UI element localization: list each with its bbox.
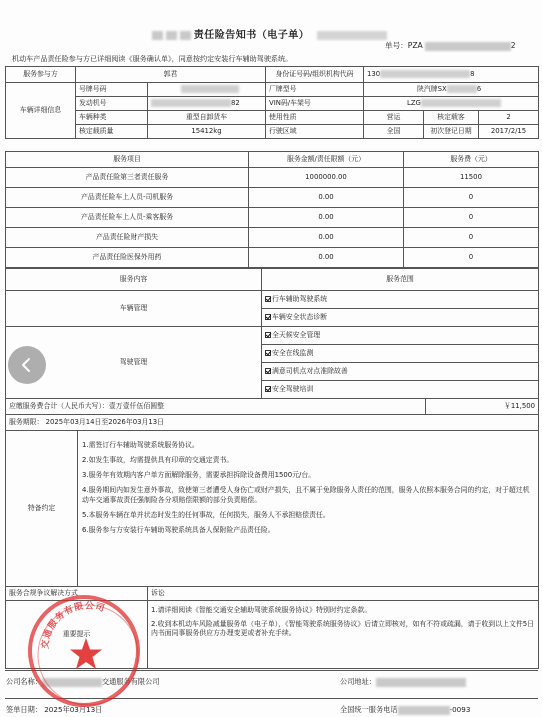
checkbox-checked-icon (265, 386, 271, 392)
term-item: 5.本服务车辆在单并状态时发生的任何事故，任何损失，服务人不承担赔偿责任。 (82, 511, 330, 519)
special-terms-table (5, 430, 539, 587)
service-fee: 0 (404, 208, 539, 228)
scope-item (262, 327, 539, 345)
totals-table (5, 398, 539, 431)
redacted-block (425, 42, 511, 51)
col-service-item: 服务项目 (6, 152, 249, 168)
service-fee: 0 (404, 228, 539, 248)
dispute-label: 服务合规争议解决方式 (6, 587, 148, 601)
redacted-block (447, 85, 477, 93)
table-row (6, 168, 539, 188)
col-service-content: 服务内容 (6, 269, 262, 291)
service-item: 产品责任险医保外用药 (6, 248, 249, 268)
service-limit: 0.00 (249, 208, 404, 228)
redacted-block (166, 31, 177, 40)
sign-date: 签单日期： 2025年03月13日 (6, 705, 103, 714)
scope-item-label: 安全在线监测 (272, 349, 314, 358)
company-name (6, 677, 159, 687)
scope-item (262, 363, 539, 381)
brand-value (364, 83, 539, 97)
vehicle-mgmt-label: 车辆管理 (6, 291, 262, 327)
seats-label: 核定载客 (424, 111, 479, 125)
important-note-text: 重要提示 (62, 630, 91, 639)
col-service-range: 服务范围 (262, 269, 539, 291)
type-value: 重型自卸货车 (148, 111, 266, 125)
scope-item (262, 291, 539, 309)
vin-value (364, 97, 539, 111)
address-label: 公司地址： (340, 677, 376, 686)
redacted-block (317, 31, 387, 40)
service-limit: 0.00 (249, 228, 404, 248)
policy-number-tail: 2 (510, 41, 516, 50)
table-row (6, 248, 539, 268)
usage-label: 使用性质 (266, 111, 364, 125)
table-row (6, 208, 539, 228)
redacted-block (380, 70, 470, 78)
note-item: 1.请详细阅读《智能交通安全辅助驾驶系统服务协议》特别时约定条款。 (151, 606, 372, 614)
doc-title (0, 26, 542, 41)
col-service-limit: 服务金额/责任限额（元） (249, 152, 404, 168)
driver-mgmt-label: 驾驶管理 (6, 327, 262, 399)
usage-value: 营运 (364, 111, 424, 125)
term-item: 4.服务期间内如发生意外事故，致使第三者遭受人身伤亡或财产损失，且不属于免除服务人责任的范围，服务人依照本服务合同的约定，对于超过机动车交通事故责任强制险各分项赔偿限额的部分负责赔偿。 (82, 486, 530, 504)
party-label: 服务参与方 (6, 67, 76, 83)
divider (5, 698, 538, 699)
chevron-left-icon (19, 357, 35, 373)
note-item: 2.收到本机动车风险减量服务单（电子单），《智能驾驶系统服务协议》后请立即核对，如有不符或疏漏，请于收到以上文件5日内书面同事服务供应方办理变更或者补充手续。 (151, 619, 535, 638)
important-notes (148, 601, 539, 669)
company-tail: 交通服务有限公司 (101, 677, 160, 686)
table-row (6, 188, 539, 208)
checkbox-checked-icon (265, 368, 271, 374)
term-item: 2.如发生事故，均需提供具有印章的交通定责书。 (82, 456, 234, 464)
intro-text: 机动车产品责任险参与方已详细阅读《服务确认单》，同意按约定安装行车辅助驾驶系统。 (12, 54, 293, 63)
mass-label: 核定载质量 (76, 125, 148, 139)
service-fee: 0 (404, 188, 539, 208)
service-hotline (340, 705, 470, 715)
service-limit: 1000000.00 (249, 168, 404, 188)
special-label: 特备约定 (6, 431, 78, 587)
scope-item-label: 全天候安全管理 (272, 331, 321, 340)
vin-prefix: LZG (407, 99, 421, 108)
policy-number (385, 40, 516, 51)
scope-item (262, 345, 539, 363)
checkbox-checked-icon (265, 314, 271, 320)
vehicle-info-table (5, 66, 539, 139)
brand-text: 陕汽牌SX (417, 85, 447, 94)
back-button[interactable] (8, 346, 46, 384)
scope-item-label: 安全驾驶培训 (272, 385, 314, 394)
scope-item (262, 309, 539, 327)
doc-title-text: 责任险告知书（电子单） (193, 30, 310, 41)
company-label: 公司名称： (6, 677, 42, 686)
service-fee: 0 (404, 248, 539, 268)
redacted-block (42, 678, 102, 687)
brand-tail: 6 (476, 85, 482, 94)
service-limit: 0.00 (249, 188, 404, 208)
redacted-block (152, 31, 163, 40)
region-value: 全国 (364, 125, 424, 139)
hotline-tail: -0093 (449, 705, 471, 714)
vehicle-group-label: 车辆详细信息 (6, 83, 76, 139)
type-label: 车辆种类 (76, 111, 148, 125)
table-row (6, 228, 539, 248)
term-item: 1.需签订行车辅助驾驶系统服务协议。 (82, 441, 199, 449)
scope-item-label: 满意司机点对点准除故善 (272, 367, 348, 376)
service-item: 产品责任险车上人员-司机服务 (6, 188, 249, 208)
total-label: 应缴服务费合计（人民币大写）：壹万壹仟伍佰圆整 (6, 399, 426, 415)
id-prefix: 130 (367, 70, 381, 79)
service-item: 产品责任险车上人员-乘客服务 (6, 208, 249, 228)
checkbox-checked-icon (265, 350, 271, 356)
checkbox-checked-icon (265, 296, 271, 302)
total-value: ￥11,500 (426, 399, 539, 415)
redacted-block (398, 706, 450, 715)
id-value (364, 67, 539, 83)
hotline-label: 全国统一服务电话 (340, 705, 398, 714)
service-item: 产品责任险财产损失 (6, 228, 249, 248)
redacted-block (151, 99, 231, 107)
redacted-block (421, 99, 501, 107)
reg-date-label: 初次登记日期 (424, 125, 479, 139)
region-label: 行驶区域 (266, 125, 364, 139)
brand-label: 厂牌型号 (266, 83, 364, 97)
party-value: 郭君 (76, 67, 266, 83)
seal-ring-text: 交通服务有限公司 (40, 601, 107, 650)
term-item: 3.服务年有效期内客户单方面解除服务，需要承担拆除设备费用1500元/台。 (82, 471, 316, 479)
scope-item-label: 车辆安全状态诊断 (272, 313, 328, 322)
service-fee: 11500 (404, 168, 539, 188)
dispute-value: 诉讼 (148, 587, 539, 601)
checkbox-checked-icon (265, 332, 271, 338)
engine-label: 发动机号 (76, 97, 148, 111)
plate-value (148, 83, 266, 97)
service-period: 服务期限： 2025年03月14日至2026年03月13日 (6, 415, 539, 431)
plate-label: 号牌号码 (76, 83, 148, 97)
divider (5, 670, 538, 671)
redacted-block (180, 31, 191, 40)
important-note-label (6, 601, 148, 669)
redacted-block (376, 678, 466, 687)
company-address (340, 677, 466, 687)
id-label: 身份证号码/组织机构代码 (266, 67, 364, 83)
mass-value: 15412kg (148, 125, 266, 139)
redacted-block (181, 85, 239, 93)
scope-item (262, 381, 539, 399)
engine-tail: 82 (231, 99, 240, 108)
dispute-table (5, 586, 539, 669)
col-service-fee: 服务费（元） (404, 152, 539, 168)
term-item: 6.服务参与方安装行车辅助驾驶系统具备人保附险产品责任险。 (82, 526, 275, 534)
id-suffix: 8 (470, 70, 475, 79)
scope-item-label: 行车辅助驾驶系统 (272, 295, 328, 304)
scope-table (5, 268, 539, 399)
services-table (5, 151, 539, 268)
engine-value (148, 97, 266, 111)
vin-label: VIN码/车架号 (266, 97, 364, 111)
service-item: 产品责任险第三者责任服务 (6, 168, 249, 188)
special-terms (78, 431, 539, 587)
policy-number-label: 单号：PZA (385, 41, 423, 50)
reg-date-value: 2017/2/15 (479, 125, 539, 139)
seats-value: 2 (479, 111, 539, 125)
service-limit: 0.00 (249, 248, 404, 268)
